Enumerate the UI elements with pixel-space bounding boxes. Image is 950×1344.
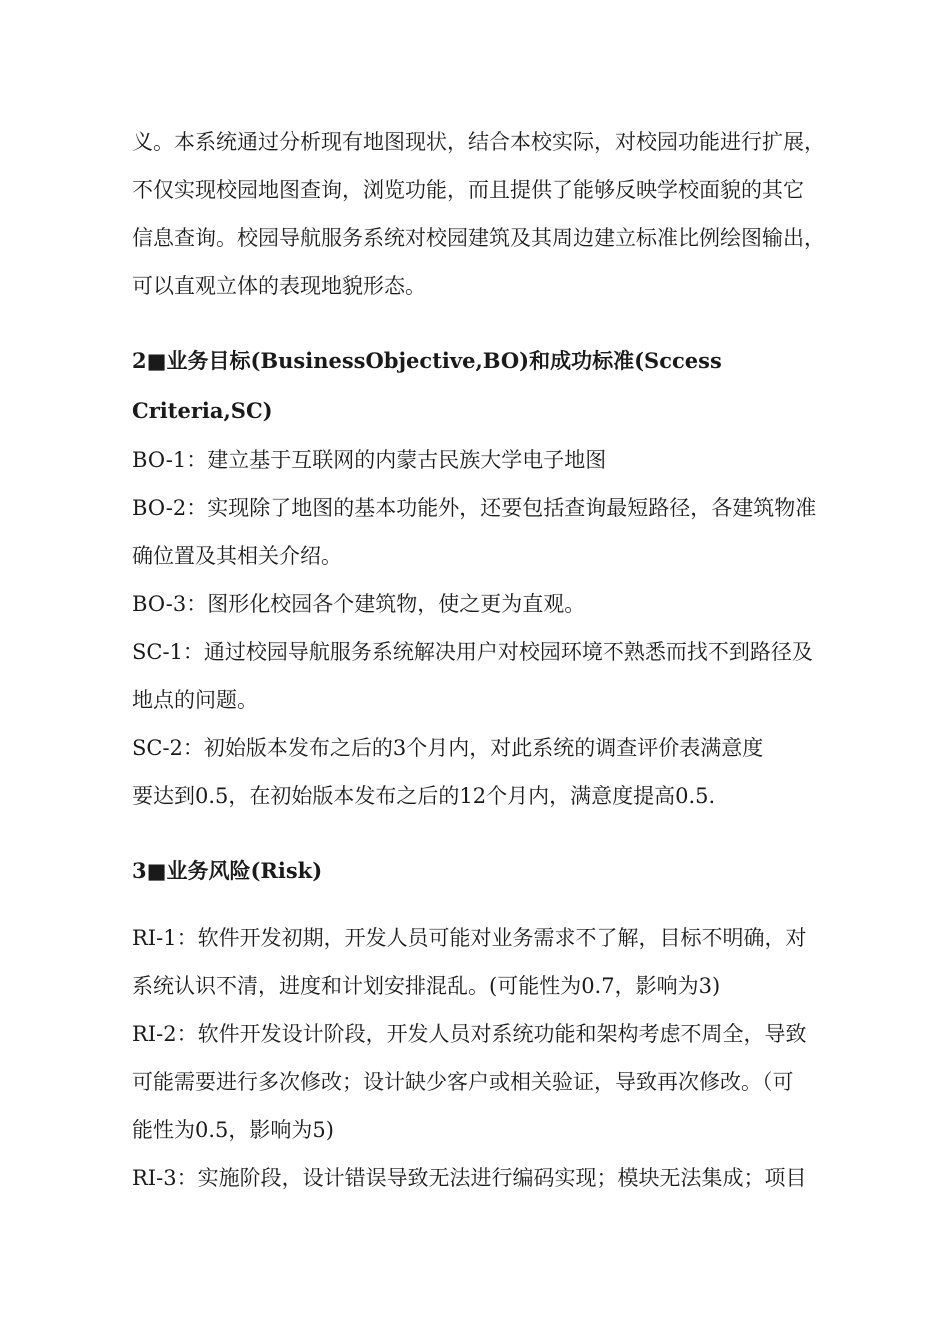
- intro-line-2: 不仅实现校园地图查询，浏览功能，而且提供了能够反映学校面貌的其它: [132, 178, 804, 202]
- ri-1-line-2: 系统认识不清，进度和计划安排混乱。(可能性为0.7，影响为3): [132, 974, 721, 998]
- ri-2-line-1: RI-2：软件开发设计阶段，开发人员对系统功能和架构考虑不周全，导致: [132, 1022, 807, 1046]
- spacer: [132, 820, 862, 846]
- section-2-heading-line-2: Criteria,SC): [132, 398, 273, 423]
- intro-line-1: 义。本系统通过分析现有地图现状，结合本校实际，对校园功能进行扩展，: [132, 130, 825, 154]
- ri-2-line-3: 能性为0.5，影响为5): [132, 1118, 334, 1142]
- bo-3-line: BO-3：图形化校园各个建筑物，使之更为直观。: [132, 592, 586, 616]
- section-2-heading-line-1: 2■业务目标(BusinessObjective,BO)和成功标准(Sccess: [132, 348, 722, 373]
- document-page: [132, 118, 862, 1202]
- sc-1-line-2: 地点的问题。: [132, 688, 258, 712]
- spacer: [132, 896, 862, 914]
- spacer: [132, 310, 862, 336]
- intro-line-4: 可以直观立体的表现地貌形态。: [132, 274, 426, 298]
- sc-1-line-1: SC-1：通过校园导航服务系统解决用户对校园环境不熟悉而找不到路径及: [132, 640, 813, 664]
- bo-2-line-2: 确位置及其相关介绍。: [132, 544, 342, 568]
- bo-1-line: BO-1：建立基于互联网的内蒙古民族大学电子地图: [132, 448, 607, 472]
- section-3-heading: 3■业务风险(Risk): [132, 858, 323, 883]
- ri-2-line-2: 可能需要进行多次修改；设计缺少客户或相关验证，导致再次修改。（可: [132, 1070, 794, 1094]
- sc-2-line-1: SC-2：初始版本发布之后的3个月内，对此系统的调查评价表满意度: [132, 736, 764, 760]
- sc-2-line-2: 要达到0.5，在初始版本发布之后的12个月内，满意度提高0.5.: [132, 784, 716, 808]
- ri-3-line-1: RI-3：实施阶段，设计错误导致无法进行编码实现；模块无法集成；项目: [132, 1166, 807, 1190]
- ri-1-line-1: RI-1：软件开发初期，开发人员可能对业务需求不了解，目标不明确，对: [132, 926, 807, 950]
- bo-2-line-1: BO-2：实现除了地图的基本功能外，还要包括查询最短路径，各建筑物准: [132, 496, 817, 520]
- intro-line-3: 信息查询。校园导航服务系统对校园建筑及其周边建立标准比例绘图输出，: [132, 226, 825, 250]
